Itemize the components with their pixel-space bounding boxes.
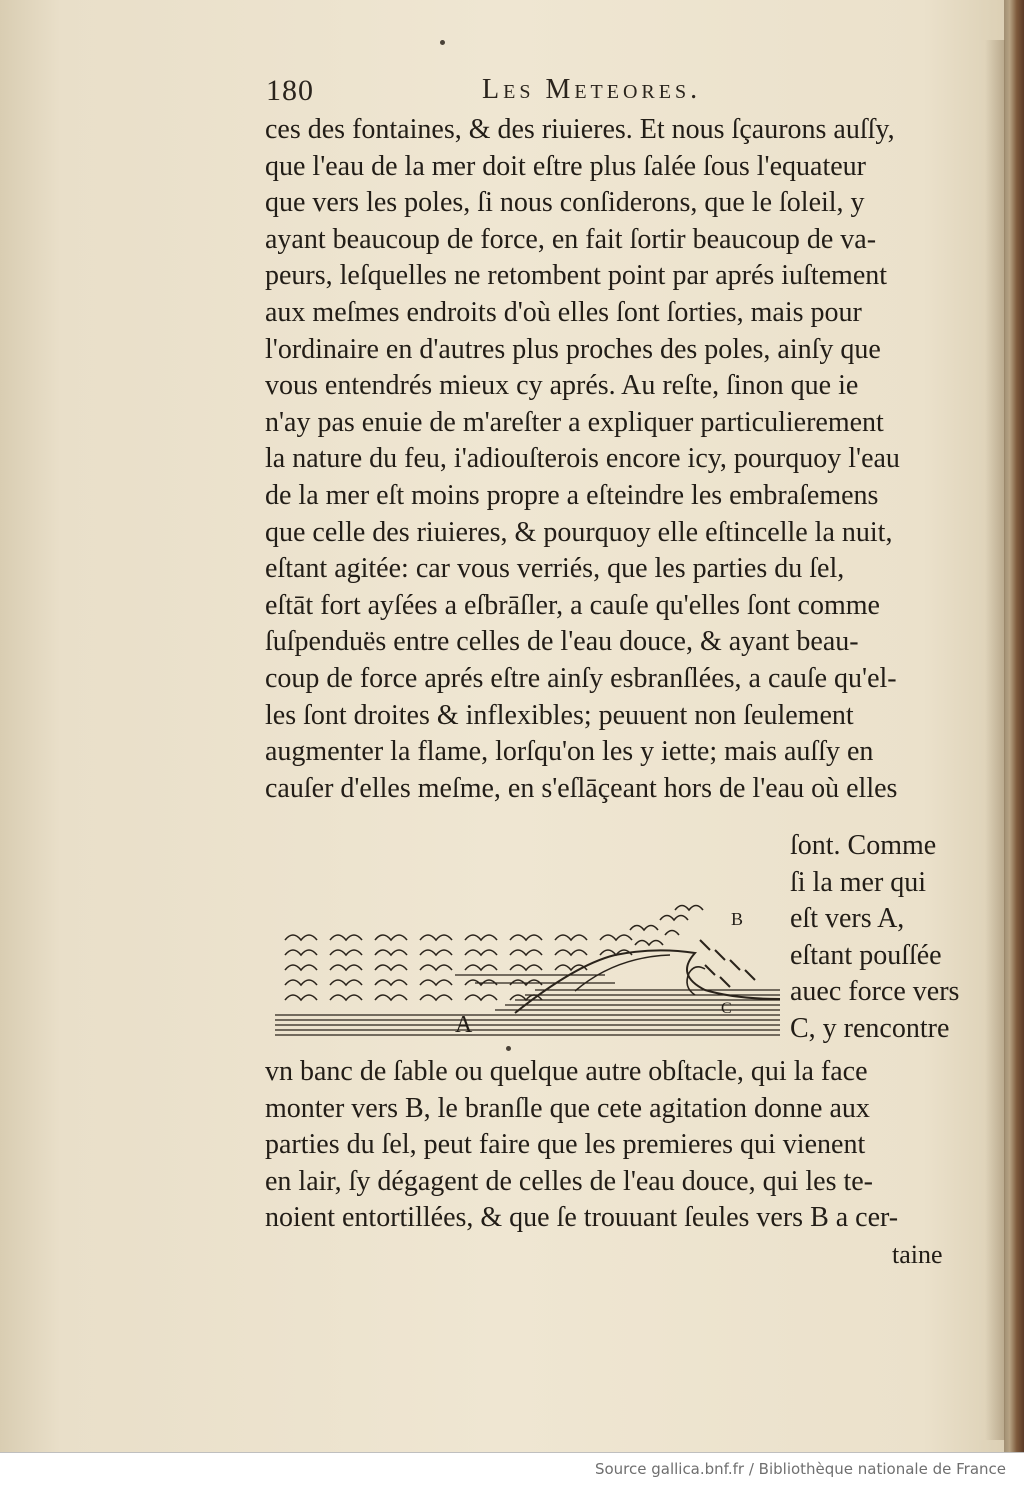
sea-wave-engraving-icon — [275, 895, 790, 1045]
text-line: aux meſmes endroits d'où elles ſont ſorties, mais pour — [265, 296, 862, 328]
body-text-wrap — [790, 828, 970, 1048]
text-line: la nature du feu, i'adiouſterois encore icy, pourquoy l'eau — [265, 443, 900, 475]
text-line: que vers les poles, ſi nous conſiderons, que le ſoleil, y — [265, 187, 865, 219]
ink-speck — [440, 40, 445, 45]
catchword: taine — [892, 1240, 943, 1269]
text-line: eſt vers A, — [790, 903, 905, 935]
text-line: cauſer d'elles meſme, en s'eſlāçeant hors de l'eau où elles — [265, 772, 898, 804]
text-line: auec force vers — [790, 976, 960, 1008]
text-line: C, y rencontre — [790, 1012, 950, 1044]
text-line: vous entendrés mieux cy aprés. Au reſte, ſinon que ie — [265, 370, 859, 402]
body-text-bottom — [265, 1054, 965, 1237]
text-line: eſtant pouſſée — [790, 939, 942, 971]
text-line: ſont. Comme — [790, 830, 937, 861]
text-line: l'ordinaire en d'autres plus proches des poles, ainſy que — [265, 333, 881, 365]
running-head — [262, 74, 977, 114]
text-line: ayant beaucoup de force, en fait ſortir beaucoup de va- — [265, 223, 877, 255]
text-line: ces des fontaines, & des riuieres. Et nous ſçaurons auſſy, — [265, 114, 895, 145]
figure-label-c: C — [721, 1000, 732, 1017]
text-line: de la mer eſt moins propre a eſteindre les embraſemens — [265, 479, 879, 511]
source-footer — [0, 1452, 1024, 1490]
text-line: que l'eau de la mer doit eſtre plus ſalée ſous l'equateur — [265, 150, 866, 182]
text-line: eſtāt fort ayſées a eſbrāſler, a cauſe qu'elles ſont comme — [265, 589, 880, 621]
text-line: ſi la mer qui — [790, 866, 927, 898]
text-line: monter vers B, le branſle que cete agitation donne aux — [265, 1092, 870, 1124]
text-line: coup de force aprés eſtre ainſy esbranſlées, a cauſe qu'el- — [265, 662, 897, 694]
text-line: en lair, ſy dégagent de celles de l'eau douce, qui les te- — [265, 1165, 874, 1197]
figure-label-b: B — [731, 909, 744, 929]
text-line: que celle des riuieres, & pourquoy elle eſtincelle la nuit, — [265, 516, 893, 548]
running-title: Les Meteores. — [482, 74, 702, 105]
sea-wave-figure — [275, 895, 790, 1045]
text-line: les ſont droites & inflexibles; peuuent non ſeulement — [265, 699, 854, 731]
body-text-top — [265, 112, 965, 807]
text-line: n'ay pas enuie de m'areſter a expliquer particulierement — [265, 406, 884, 438]
source-credit: Source gallica.bnf.fr / Bibliothèque nationale de France — [594, 1460, 1006, 1478]
ink-speck — [506, 1046, 511, 1051]
text-line: augmenter la flame, lorſqu'on les y iette; mais auſſy en — [265, 736, 874, 768]
page-gutter-shadow — [985, 40, 1005, 1440]
text-line: noient entortillées, & que ſe trouuant ſeules vers B a cer- — [265, 1202, 899, 1234]
page-number: 180 — [266, 74, 314, 107]
text-line: eſtant agitée: car vous verriés, que les parties du ſel, — [265, 553, 845, 585]
text-line: vn banc de ſable ou quelque autre obſtacle, qui la face — [265, 1056, 868, 1087]
text-line: peurs, leſquelles ne retombent point par aprés iuſtement — [265, 260, 888, 292]
text-line: ſuſpenduës entre celles de l'eau douce, & ayant beau- — [265, 626, 859, 658]
figure-label-a: A — [455, 1012, 473, 1038]
text-line: parties du ſel, peut faire que les premieres qui vienent — [265, 1129, 866, 1161]
